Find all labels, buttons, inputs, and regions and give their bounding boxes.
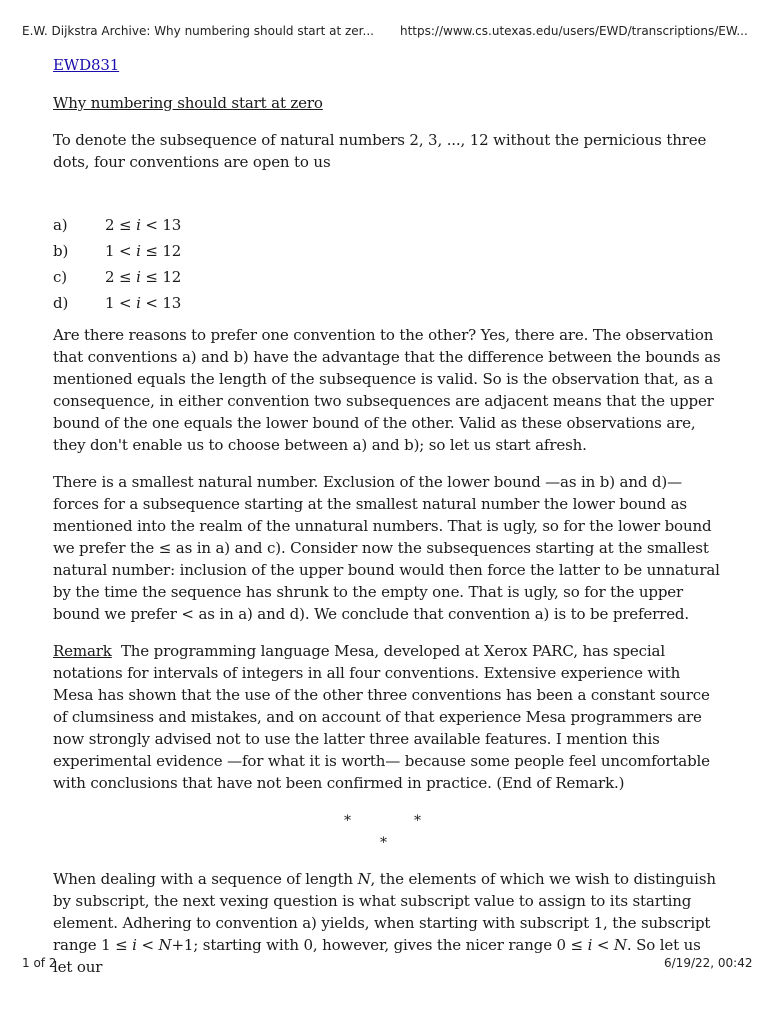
remark-label: Remark [53,642,112,660]
convention-d [53,292,721,318]
convention-expression: 1 < i < 13 [105,294,182,312]
convention-expression: 2 ≤ i < 13 [105,216,182,234]
separator-star: * [344,813,351,829]
print-header-title: E.W. Dijkstra Archive: Why numbering should start at zer... [22,24,374,38]
convention-a [53,214,721,240]
paragraph-subscripts: When dealing with a sequence of length N, the elements of which we wish to distinguish by subscript, the next vexing question is what subscript value to assign to its starting element. Adhering to convention a) yields, when starting with subscript 1, the subscript range 1 ≤ i < N+1; starting with 0, however, gives the nicer range 0 ≤ i < N. So let us let our [53,870,716,976]
document-body [53,54,721,978]
remark-text: The programming language Mesa, developed at Xerox PARC, has special notations for intervals of integers in all four conventions. Extensive experience with Mesa has shown that the use of the other three conventions has been a constant source of clumsiness and mistakes, and on account of that experience Mesa programmers are now strongly advised not to use the latter three available features. I mention this experimental evidence —for what it is worth— because some people feel uncomfortable with conclusions that have not been confirmed in practice. (End of Remark.) [53,642,715,792]
separator-star: * [414,813,421,829]
ewd-link[interactable]: EWD831 [53,56,120,74]
convention-label: a) [53,216,68,234]
section-separator [53,808,721,868]
convention-label: d) [53,294,69,312]
convention-expression: 1 < i ≤ 12 [105,242,182,260]
convention-expression: 2 ≤ i ≤ 12 [105,268,182,286]
paragraph-smallest-number: There is a smallest natural number. Exclusion of the lower bound —as in b) and d)— forces for a subsequence starting at the smallest natural number the lower bound as mentioned into the realm of the unnatural numbers. That is ugly, so for the lower bound we prefer the ≤ as in a) and c). Consider now the subsequences starting at the smallest natural number: inclusion of the upper bound would then force the latter to be unnatural by the time the sequence has shrunk to the empty one. That is ugly, so for the upper bound we prefer < as in a) and d). We conclude that convention a) is to be preferred. [53,473,720,623]
convention-b [53,240,721,266]
separator-star: * [380,835,387,851]
paragraph-remark [53,640,721,794]
convention-label: c) [53,268,67,286]
print-header-url: https://www.cs.utexas.edu/users/EWD/transcriptions/EW... [400,24,748,38]
convention-label: b) [53,242,69,260]
conventions-list [53,214,721,318]
print-footer-date: 6/19/22, 00:42 [664,956,753,970]
convention-c [53,266,721,292]
print-footer-page: 1 of 2 [22,956,57,970]
paragraph-reasons: Are there reasons to prefer one convention to the other? Yes, there are. The observation that conventions a) and b) have the advantage that the difference between the bounds as mentioned equals the length of the subsequence is valid. So is the observation that, as a consequence, in either convention two subsequences are adjacent means that the upper bound of the one equals the lower bound of the other. Valid as these observations are, they don't enable us to choose between a) and b); so let us start afresh. [53,326,721,454]
page-title: Why numbering should start at zero [53,94,323,112]
intro-paragraph: To denote the subsequence of natural numbers 2, 3, ..., 12 without the pernicious three dots, four conventions are open to us [53,131,707,171]
